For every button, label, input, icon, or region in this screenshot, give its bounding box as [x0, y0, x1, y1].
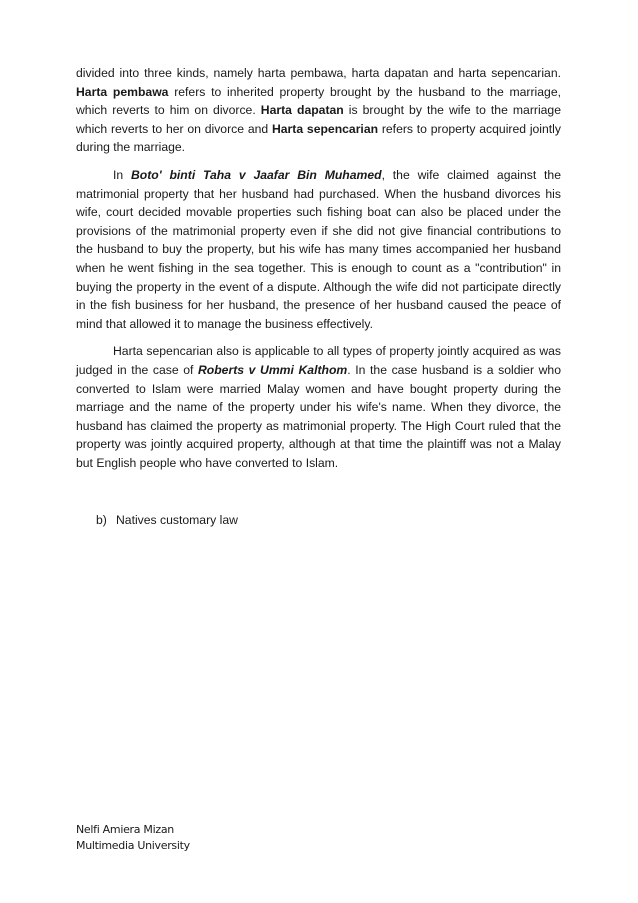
body-text	[76, 64, 561, 481]
term-harta-sepencarian: Harta sepencarian	[271, 121, 379, 136]
p1-text-4: refers to property acquired jointly during the marriage.	[76, 121, 561, 155]
list-item-natives-customary-law	[96, 511, 238, 529]
p3-text-1: Harta sepencarian also is applicable to all types of property jointly acquired as was judged in the case of	[76, 344, 561, 377]
p2-text-2: , the wife claimed against the matrimonial property that her husband had purchased. When the husband divorces his wife, court decided movable properties such fishing boat can also be placed under the provisions of the matrimonial property even if she did not give financial contributions to the husband to buy the property, but his wife has many times accompanied her husband when he went fishing in the sea together. This is enough to count as a "contribution" in buying the property in the event of a dispute. Although the wife did not participate directly in the fish business for her husband, the presence of her husband caused the peace of mind that allowed it to manage the business effectively.	[76, 167, 561, 331]
paragraph-roberts-case	[76, 342, 561, 472]
p1-text-1: divided into three kinds, namely harta pembawa, harta dapatan and harta sepencarian.	[76, 66, 561, 80]
footer-author-name: Nelfi Amiera Mizan	[76, 823, 174, 836]
term-harta-dapatan: Harta dapatan	[260, 103, 344, 118]
p1-text-3: is brought by the wife to the marriage which reverts to her on divorce and	[76, 103, 561, 136]
p3-text-2: . In the case husband is a soldier who converted to Islam were married Malay women and have bought property during the marriage and the name of the property under his wife's name. When they divorce, the husband has claimed the property as matrimonial property. The High Court ruled that the property was jointly acquired property, although at that time the plaintiff was not a Malay but English people who have converted to Islam.	[76, 362, 561, 470]
p2-text-1: In	[113, 167, 131, 182]
list-marker: b)	[96, 513, 107, 527]
paragraph-harta-kinds	[76, 64, 561, 157]
term-harta-pembawa: Harta pembawa	[76, 84, 169, 99]
p1-text-2: refers to inherited property brought by the husband to the marriage, which reverts to him on divorce.	[76, 84, 561, 118]
case-name-boto: Boto' binti Taha v Jaafar Bin Muhamed	[131, 167, 382, 182]
footer-institution: Multimedia University	[76, 839, 190, 852]
list-item-label: Natives customary law	[116, 513, 238, 527]
paragraph-boto-case	[76, 166, 561, 333]
page-footer	[76, 822, 190, 854]
case-name-roberts: Roberts v Ummi Kalthom	[197, 362, 348, 377]
